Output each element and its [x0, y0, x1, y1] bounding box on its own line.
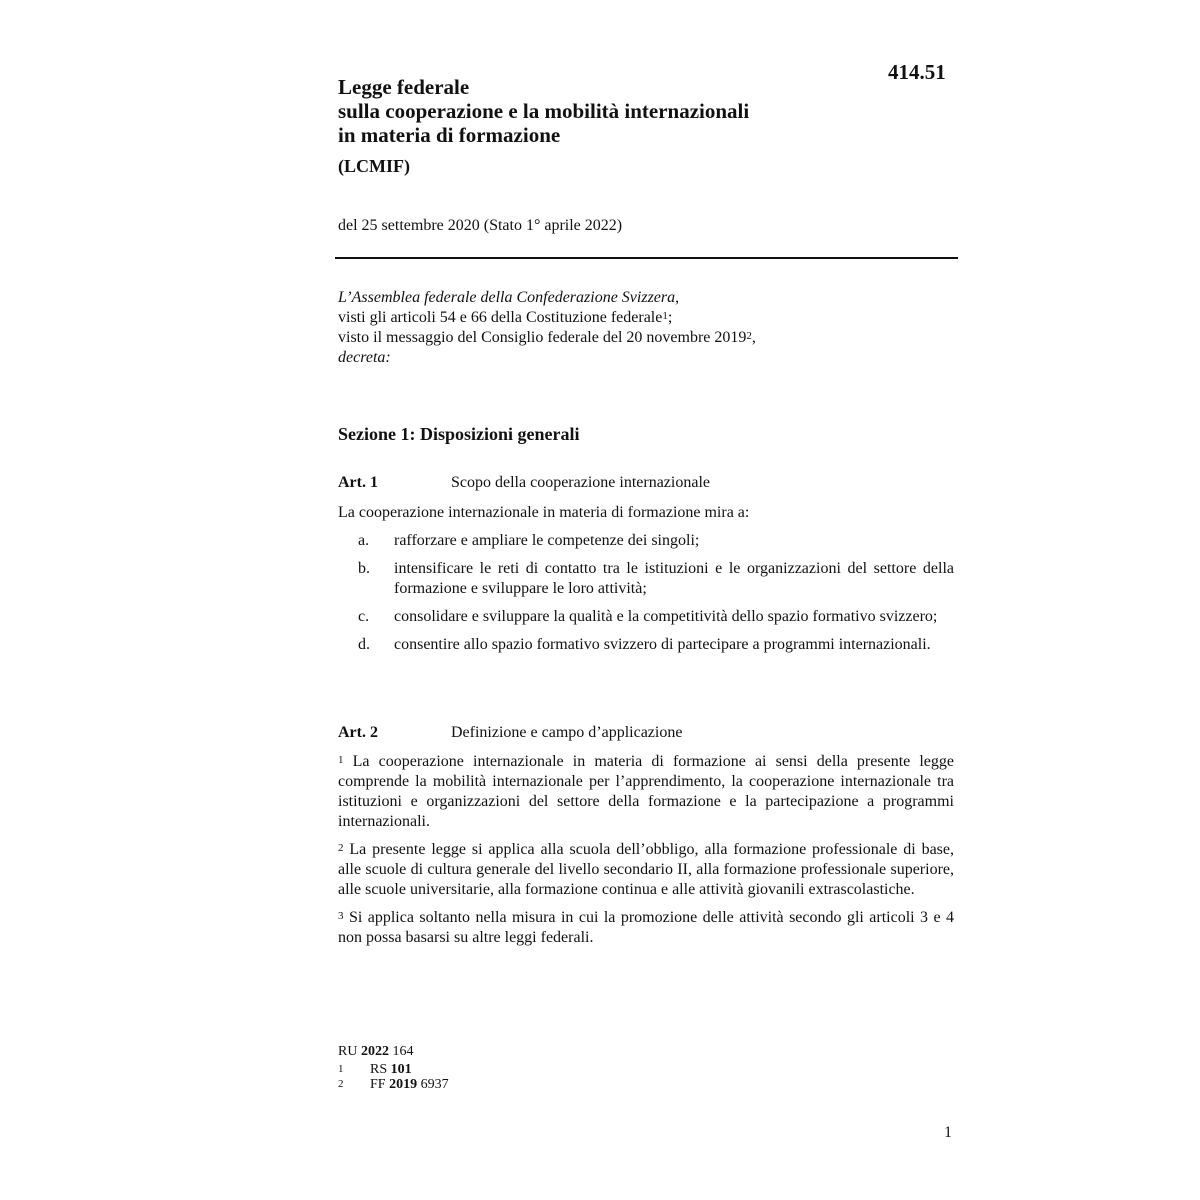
footnotes: [338, 1044, 449, 1092]
preamble-line-1: visti gli articoli 54 e 66 della Costituzione federale$^1$;: [338, 309, 673, 326]
preamble-line-2: visto il messaggio del Consiglio federale del 20 novembre 2019$^2$,: [338, 329, 756, 346]
header-divider: [335, 257, 958, 259]
preamble: [338, 288, 756, 368]
paragraph: $^1$ La cooperazione internazionale in materia di formazione ai sensi della presente legge comprende la mobilità internazionale per l’apprendimento, la cooperazione internazionale tra istituzioni e organizzazioni del settore della formazione e la partecipazione a programmi internazionali.: [338, 753, 955, 830]
list-item: b. intensificare le reti di contatto tra le istituzioni e le organizzazioni del settore della formazione e sviluppare le loro attività;: [358, 560, 954, 597]
art-2-heading: Definizione e campo d’applicazione: [451, 724, 683, 741]
footnote-ref-1: 1: [662, 310, 668, 322]
law-abbreviation: (LCMIF): [338, 156, 410, 176]
footnote-1: 1 RS 101: [338, 1062, 412, 1077]
footnote-ref-2: 2: [746, 330, 752, 342]
art-1-intro: La cooperazione internazionale in materia di formazione mira a:: [338, 504, 750, 521]
paragraph: $^2$ La presente legge si applica alla scuola dell’obbligo, alla formazione professionale di base, alle scuole di cultura generale del livello secondario II, alla formazione professionale superiore, alle scuole universitarie, alla formazione continua e alle attività giovanili extrascolastiche.: [338, 841, 955, 898]
art-2-number: Art. 2: [338, 724, 378, 741]
list-item: c. consolidare e sviluppare la qualità e la competitività dello spazio formativo svizzero;: [358, 608, 938, 625]
list-item: a. rafforzare e ampliare le competenze dei singoli;: [358, 532, 700, 549]
list-item: d. consentire allo spazio formativo svizzero di partecipare a programmi internazionali.: [358, 636, 931, 653]
preamble-authority: L’Assemblea federale della Confederazione Svizzera,: [338, 289, 680, 306]
title-line-1: Legge federale: [338, 75, 470, 99]
section-1-title: Sezione 1: Disposizioni generali: [338, 424, 580, 444]
law-date: del 25 settembre 2020 (Stato 1° aprile 2022): [338, 217, 623, 234]
law-title: [338, 75, 749, 147]
art-1-list: [338, 531, 954, 663]
art-2-header: [338, 724, 682, 742]
art-1-header: [338, 474, 710, 492]
title-line-3: in materia di formazione: [338, 123, 561, 147]
ru-reference: RU 2022 164: [338, 1044, 414, 1059]
preamble-decree: decreta:: [338, 349, 391, 366]
art-1-heading: Scopo della cooperazione internazionale: [451, 474, 710, 491]
title-line-2: sulla cooperazione e la mobilità internazionali: [338, 99, 750, 123]
paragraph: $^3$ Si applica soltanto nella misura in cui la promozione delle attività secondo gli articoli 3 e 4 non possa basarsi su altre leggi federali.: [338, 909, 954, 946]
sr-number: 414.51: [888, 60, 946, 84]
footnote-2: 2 FF 2019 6937: [338, 1077, 449, 1092]
art-1-number: Art. 1: [338, 474, 378, 491]
page-number: 1: [944, 1124, 952, 1141]
art-2-body: [338, 752, 954, 956]
